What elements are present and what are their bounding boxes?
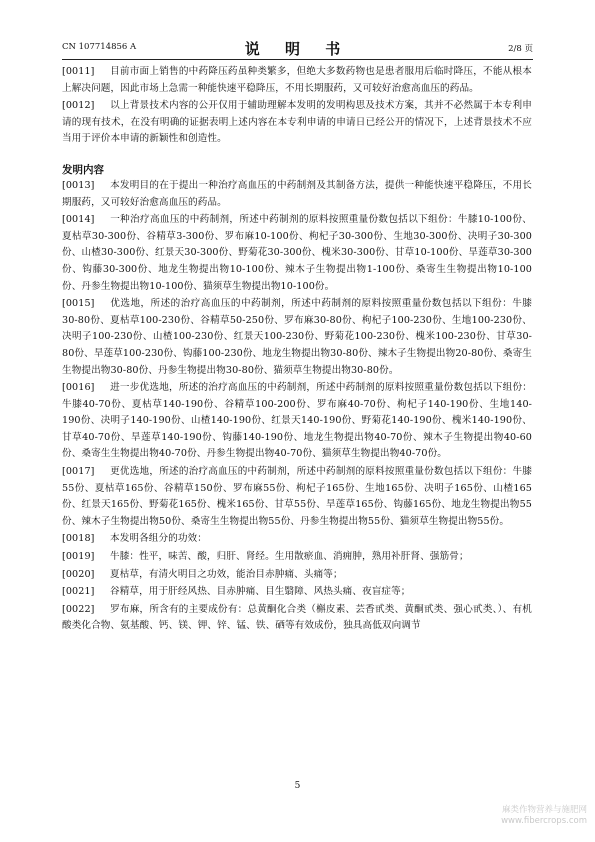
header-divider	[62, 59, 533, 60]
paragraph-number: [0014]	[62, 214, 95, 226]
paragraph-text: 一种治疗高血压的中药制剂，所述中药制剂的原料按照重量份数包括以下组份：牛膝10-100份、夏枯草30-300份、谷精草3-300份、罗布麻10-100份、枸杞子30-300份、生地30-300份、决明子30-300份、山楂30-300份、红景天30-300份、野菊花30-300份、槐米30-300份、甘草10-100份、旱莲草30-300份、钩藤30-300份、地龙生物提出物10-100份、辣木子生物提出物1-100份、桑寄生生物提出物10-100份、丹参生物提出物10-100份、猫须草生物提出物10-100份。	[62, 214, 532, 292]
paragraph-0020	[62, 567, 532, 584]
paragraph-0011	[62, 64, 532, 97]
paragraph-0016	[62, 380, 532, 463]
watermark-site-name: 麻类作物营养与施肥网	[501, 805, 587, 815]
document-title: 说 明 书	[244, 40, 351, 58]
paragraph-0022	[62, 602, 532, 635]
paragraph-number: [0022]	[62, 603, 95, 615]
paragraph-text: 优选地，所述的治疗高血压的中药制剂，所述中药制剂的原料按照重量份数包括以下组份：牛膝30-80份、夏枯草100-230份、谷精草50-250份、罗布麻30-80份、枸杞子100-230份、生地100-230份、决明子100-230份、山楂100-230份、红景天100-230份、野菊花100-230份、槐米100-230份、甘草30-80份、旱莲草100-230份、钩藤100-230份、地龙生物提出物30-80份、辣木子生物提出物20-80份、桑寄生生物提出物30-80份、丹参生物提出物30-80份、猫须草生物提出物30-80份。	[62, 298, 532, 376]
paragraph-number: [0018]	[62, 533, 95, 545]
paragraph-0014	[62, 212, 532, 295]
section-heading: 发明内容	[62, 163, 104, 176]
paragraph-0019	[62, 549, 532, 566]
document-body	[62, 64, 532, 636]
paragraph-number: [0015]	[62, 298, 95, 310]
paragraph-0015	[62, 296, 532, 379]
paragraph-number: [0012]	[62, 100, 95, 112]
paragraph-text: 以上背景技术内容的公开仅用于辅助理解本发明的发明构思及技术方案，其并不必然属于本专利申请的现有技术，在没有明确的证据表明上述内容在本专利申请的申请日已经公开的情况下，上述背景技术不应当用于评价本申请的新颖性和创造性。	[62, 100, 532, 145]
paragraph-text: 本发明目的在于提出一种治疗高血压的中药制剂及其制备方法，提供一种能快速平稳降压，不用长期服药，又可较好治愈高血压的药品。	[62, 179, 532, 208]
paragraph-text: 罗布麻，所含有的主要成份有：总黄酮化合类（槲皮素、芸香甙类、黄酮甙类、强心甙类、）、有机酸类化合物、氨基酸、钙、镁、钾、锌、锰、铁、硒等有效成份，独具高低双向调节	[62, 603, 532, 632]
watermark-url: www.fibercrops.com	[501, 816, 587, 826]
paragraph-0021	[62, 584, 532, 601]
paragraph-0017	[62, 464, 532, 530]
paragraph-number: [0013]	[62, 179, 95, 191]
paragraph-text: 牛膝：性平，味苦、酸，归肝、肾经。生用散瘀血、消痈肿，熟用补肝肾、强筋骨；	[110, 551, 469, 563]
paragraph-text: 本发明各组分的功效：	[110, 533, 207, 545]
paragraph-text: 谷精草，用于肝经风热、目赤肿痛、目生翳障、风热头痛、夜盲症等；	[110, 586, 411, 598]
paragraph-text: 更优选地，所述的治疗高血压的中药制剂，所述中药制剂的原料按照重量份数包括以下组份：牛膝55份、夏枯草165份、谷精草150份、罗布麻55份、枸杞子165份、生地165份、决明子165份、山楂165份、红景天165份、野菊花165份、槐米165份、甘草55份、旱莲草165份、钩藤165份、地龙生物提出物55份、辣木子生物提出物50份、桑寄生生物提出物55份、丹参生物提出物55份、猫须草生物提出物55份。	[62, 466, 532, 527]
paragraph-0018	[62, 531, 532, 548]
page-number: 5	[294, 781, 301, 791]
paragraph-number: [0017]	[62, 466, 95, 478]
paragraph-0012	[62, 98, 532, 148]
paragraph-text: 进一步优选地，所述的治疗高血压的中药制剂，所述中药制剂的原料按照重量份数包括以下组份：牛膝40-70份、夏枯草140-190份、谷精草100-200份、罗布麻40-70份、枸杞子140-190份、生地140-190份、决明子140-190份、山楂140-190份、红景天140-190份、野菊花140-190份、槐米140-190份、甘草40-70份、旱莲草140-190份、钩藤140-190份、地龙生物提出物40-70份、辣木子生物提出物40-60份、桑寄生生物提出物40-70份、丹参生物提出物40-70份、猫须草生物提出物40-70份。	[62, 382, 532, 460]
paragraph-number: [0020]	[62, 568, 95, 580]
paragraph-number: [0016]	[62, 382, 95, 394]
paragraph-number: [0019]	[62, 551, 95, 563]
watermark	[501, 805, 587, 827]
paragraph-number: [0011]	[62, 66, 95, 77]
paragraph-text: 夏枯草，有清火明目之功效，能治目赤肿痛、头痛等；	[110, 568, 343, 580]
paragraph-text: 目前市面上销售的中药降压药虽种类繁多，但绝大多数药物也是患者服用后临时降压，不能从根本上解决问题，因此市场上急需一种能快速平稳降压，不用长期服药，又可较好治愈高血压的药品。	[62, 66, 532, 94]
paragraph-0013	[62, 178, 532, 211]
paragraph-number: [0021]	[62, 586, 95, 598]
page-header	[62, 38, 533, 58]
page-info: 2/8 页	[508, 44, 533, 54]
patent-number: CN 107714856 A	[62, 42, 137, 52]
